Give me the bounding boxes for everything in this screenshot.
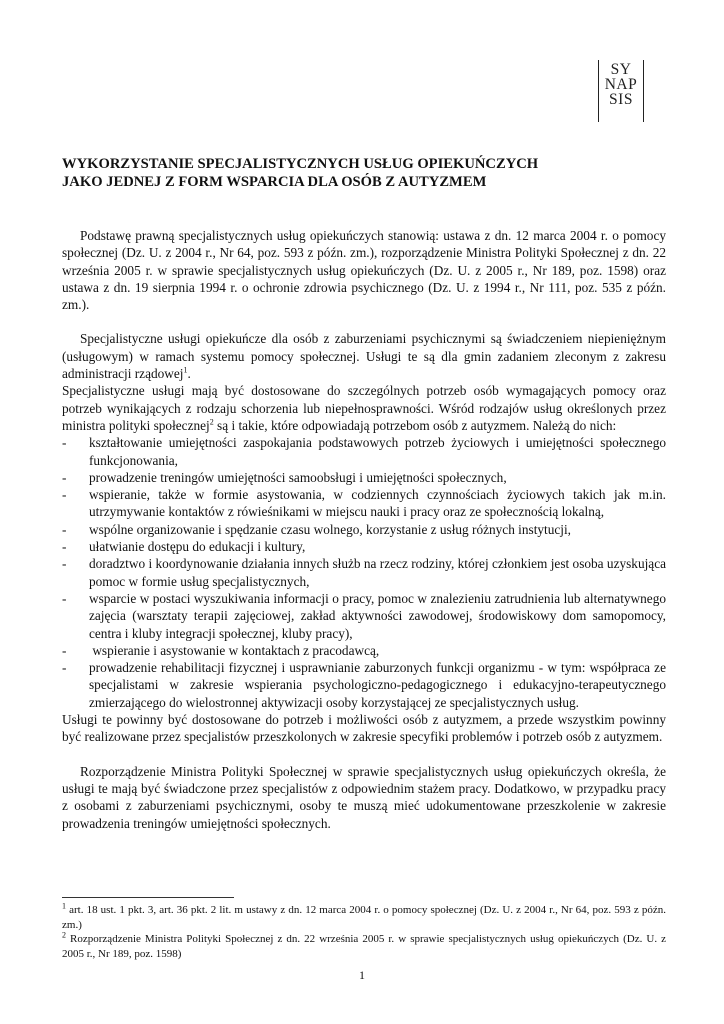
list-item: - wspólne organizowanie i spędzanie czasu wolnego, korzystanie z usług różnych instytucji, [62, 521, 666, 538]
paragraph-text: Specjalistyczne usługi mają być dostosowane do szczególnych potrzeb osób wymagających pomocy oraz potrzeb wynikających z rodzaju schorzenia lub niepełnosprawności. Wśród rodzajów usług określonych przez ministra polityki społecznej [62, 383, 666, 433]
document-body [62, 155, 666, 832]
list-item: - ułatwianie dostępu do edukacji i kultury, [62, 538, 666, 555]
logo-line-1: SY [610, 61, 632, 78]
list-item: - wspieranie i asystowanie w kontaktach z pracodawcą, [62, 642, 666, 659]
document-title [62, 155, 666, 191]
service-list [62, 434, 666, 711]
paragraph-text-cont: są i takie, które odpowiadają potrzebom osób z autyzmem. Należą do nich: [213, 417, 617, 433]
footnote-1 [62, 903, 666, 932]
footnote-number: 1 [62, 901, 66, 911]
footnote-2 [62, 932, 666, 961]
list-item: - prowadzenie rehabilitacji fizycznej i usprawnianie zaburzonych funkcji organizmu - w tym: współpraca ze specjalistami w zakresie wspierania psychologiczno-pedagogicznego i edukacyjno-terapeutycznego zmierzającego do wielostronnej aktywizacji osoby korzystającej ze specjalistycznych usług. [62, 659, 666, 711]
page-number: 1 [359, 968, 365, 982]
list-item: - wsparcie w postaci wyszukiwania informacji o pracy, pomoc w znalezieniu zatrudnienia lub alternatywnego zajęcia (warsztaty terapii zajęciowej, zakład aktywności zawodowej, środowiskowy dom samopomocy, centra i kluby integracji społecznej, kluby pracy), [62, 590, 666, 642]
footnote-ref-2[interactable]: 2 [209, 417, 214, 427]
paragraph-text: Specjalistyczne usługi opiekuńcze dla osób z zaburzeniami psychicznymi są świadczeniem niepieniężnym (usługowym) w ramach systemu pomocy społecznej. Usługi te są dla gmin zadaniem zleconym z zakresu administracji rządowej [62, 331, 666, 382]
paragraph-services-definition [62, 330, 666, 382]
list-item: - wspieranie, także w formie asystowania, w codziennych czynnościach życiowych takich jak m.in. utrzymywanie kontaktów z rówieśnikami w miejscu nauki i pracy oraz ze społecznością lokalną, [62, 486, 666, 521]
list-item: - kształtowanie umiejętności zaspokajania podstawowych potrzeb życiowych i umiejętności społecznego funkcjonowania, [62, 434, 666, 469]
footnote-text: art. 18 ust. 1 pkt. 3, art. 36 pkt. 2 lit. m ustawy z dn. 12 marca 2004 r. o pomocy społecznej (Dz. U. z 2004 r., Nr 64, poz. 593 z późn. zm.) [62, 904, 666, 931]
paragraph-service-types [62, 382, 666, 434]
paragraph-adaptation: Usługi te powinny być dostosowane do potrzeb i możliwości osób z autyzmem, a przede wszystkim powinny być realizowane przez specjalistów przeszkolonych w zakresie specyfiki problemów i potrzeb osób z autyzmem. [62, 712, 666, 745]
paragraph-regulation: Rozporządzenie Ministra Polityki Społecznej w sprawie specjalistycznych usług opiekuńczych określa, że usługi te mają być świadczone przez specjalistów z odpowiednim stażem pracy. Dodatkowo, w przypadku pracy z osobami z zaburzeniami psychicznymi, osoby te muszą mieć udokumentowane przeszkolenie w zakresie prowadzenia treningów umiejętności społecznych. [62, 763, 666, 831]
footnote-ref-1[interactable]: 1 [183, 365, 188, 375]
logo-line-3: SIS [609, 91, 633, 108]
list-item: - prowadzenie treningów umiejętności samoobsługi i umiejętności społecznych, [62, 469, 666, 486]
paragraph-legal-basis: Podstawę prawną specjalistycznych usług opiekuńczych stanowią: ustawa z dn. 12 marca 2004 r. o pomocy społecznej (Dz. U. z 2004 r., Nr 64, poz. 593 z późn. zm.), rozporządzenie Ministra Polityki Społecznej z dn. 22 września 2005 r. w sprawie specjalistycznych usług opiekuńczych (Dz. U. z 2005 r., Nr 189, poz. 1598) oraz ustawa z dn. 19 sierpnia 1994 r. o ochronie zdrowia psychicznego (Dz. U. z 1994 r., Nr 111, poz. 535 z późn. zm.). [62, 228, 666, 313]
footnotes [62, 903, 666, 961]
footnote-divider [62, 897, 234, 898]
footnote-text: Rozporządzenie Ministra Polityki Społecznej z dn. 22 września 2005 r. w sprawie specjalistycznych usług opiekuńczych (Dz. U. z 2005 r., Nr 189, poz. 1598) [62, 933, 666, 960]
list-item: - doradztwo i koordynowanie działania innych służb na rzecz rodziny, której członkiem jest osoba uzyskująca pomoc w formie usług specjalistycznych, [62, 555, 666, 590]
logo-line-2: NAP [604, 76, 638, 93]
synapsis-logo [598, 60, 644, 122]
title-line-2: JAKO JEDNEJ Z FORM WSPARCIA DLA OSÓB Z AUTYZMEM [62, 174, 487, 190]
footnote-number: 2 [62, 930, 66, 940]
title-line-1: WYKORZYSTANIE SPECJALISTYCZNYCH USŁUG OPIEKUŃCZYCH [62, 156, 539, 172]
paragraph-end: . [187, 366, 191, 382]
